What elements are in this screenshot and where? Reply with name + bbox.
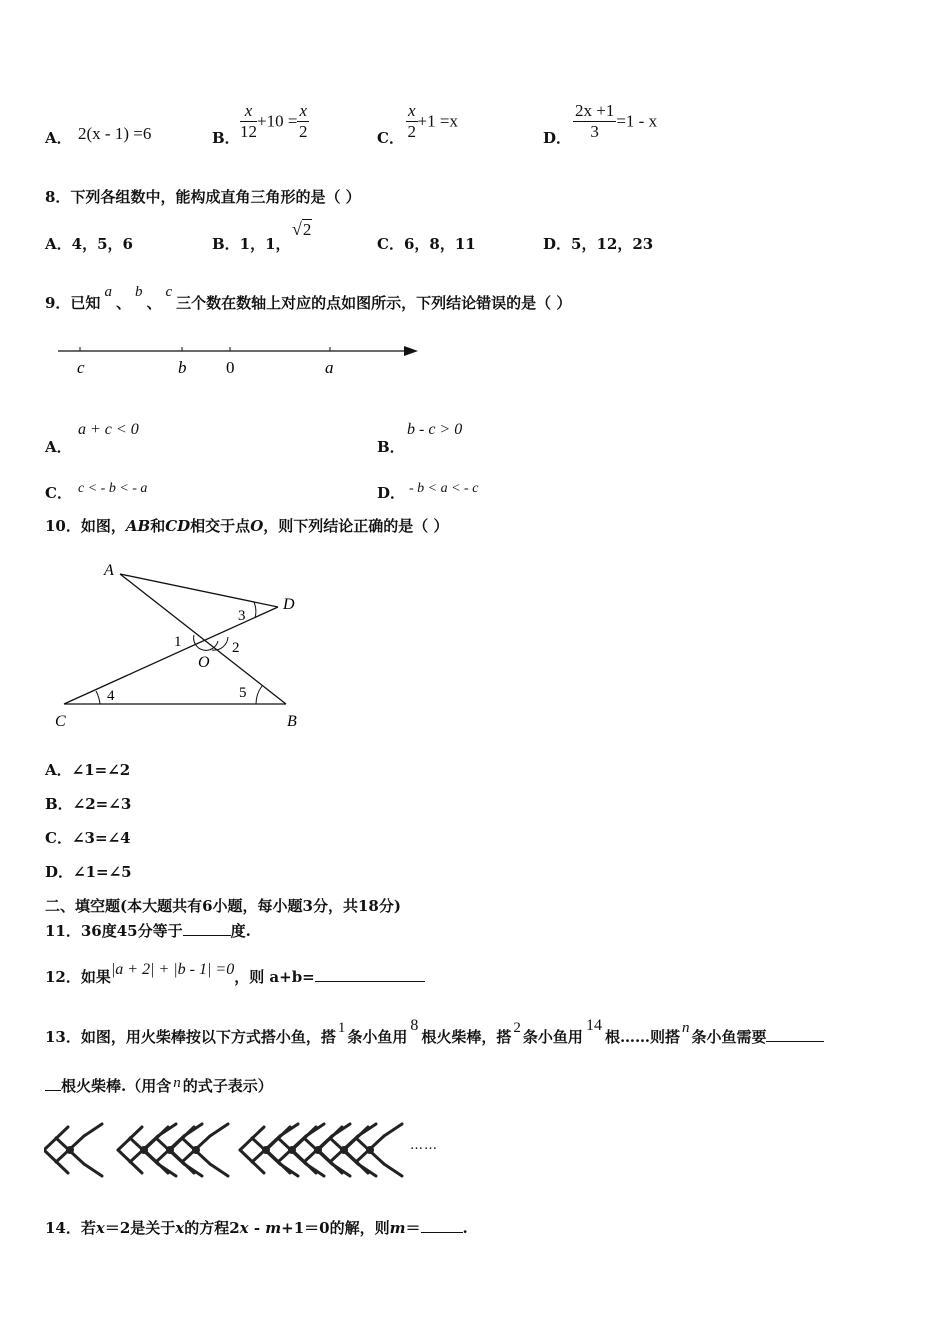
q7-option-b-expr: $\frac{x}{12}$ +10 = $\frac{x}{2}$ (240, 101, 308, 141)
axis-label-c: c (77, 358, 85, 377)
angle-4-arc (96, 691, 100, 704)
q11-answer-blank (183, 935, 231, 936)
q8-option-b: B．1，1， (212, 235, 291, 253)
q14-answer-blank (421, 1232, 463, 1233)
label-point-d: D (283, 596, 295, 613)
q13-answer-blank (766, 1041, 824, 1042)
q10-option-c: C．∠3=∠4 (45, 829, 131, 847)
label-angle-5: 5 (239, 685, 247, 701)
fish-group-2 (118, 1124, 228, 1176)
fish-group-3 (240, 1124, 402, 1176)
q9-option-a-expr: a + c < 0 (78, 421, 139, 438)
q8-stem: 8．下列各组数中，能构成直角三角形的是（ ） (45, 188, 361, 206)
q11: 11．36度45分等于 度. (45, 922, 251, 940)
axis-label-b: b (178, 358, 187, 377)
q9-option-d-label: D． (377, 484, 406, 502)
q8-option-d: D．5，12，23 (543, 235, 654, 253)
label-angle-3: 3 (238, 608, 246, 624)
q7-option-b-label: B． (212, 129, 240, 147)
angle-3-arc (254, 602, 256, 618)
q10-option-a: A．∠1=∠2 (45, 761, 131, 779)
axis-label-a: a (325, 358, 334, 377)
matchstick-fish-figure (44, 1112, 464, 1188)
q13-line2: 根火柴棒.（用含 n 的式子表示） (45, 1075, 273, 1096)
label-angle-4: 4 (107, 688, 115, 704)
q7-option-d-label: D． (543, 129, 572, 147)
segment-ab (120, 574, 286, 704)
q9-option-b-expr: b - c > 0 (407, 421, 463, 438)
q10-option-b: B．∠2=∠3 (45, 795, 132, 813)
label-angle-2: 2 (232, 640, 240, 656)
fish-group-1 (44, 1124, 102, 1176)
axis-label-zero: 0 (226, 358, 235, 377)
q12-answer-blank (315, 981, 425, 982)
q8-option-c: C．6，8，11 (377, 235, 476, 253)
label-point-o: O (198, 654, 210, 671)
q10-stem: 10．如图，AB和CD相交于点O，则下列结论正确的是（ ） (45, 517, 449, 535)
angle-5-arc (256, 686, 262, 704)
label-point-a: A (104, 562, 114, 579)
q13-line1: 13．如图，用火柴棒按以下方式搭小鱼，搭 1 条小鱼用8根火柴棒，搭 2 条小鱼用14根……则搭 n 条小鱼需要 (45, 1026, 824, 1047)
q9-option-a-label: A． (45, 438, 72, 456)
q14: 14．若x＝2是关于x的方程2x - m+1＝0的解，则m＝ . (45, 1219, 468, 1237)
q10-option-d: D．∠1=∠5 (45, 863, 132, 881)
section-2-heading: 二、填空题(本大题共有6小题，每小题3分，共18分) (45, 897, 401, 915)
q7-option-d-expr: $\frac{2x +1}{3}$ =1 - x (575, 101, 658, 141)
q7-option-a-expr: 2(x - 1) =6 (78, 124, 152, 143)
q9-stem: 9．已知a、b、c三个数在数轴上对应的点如图所示，下列结论错误的是（ ） (45, 284, 572, 312)
q12-expr: |a + 2| + |b - 1| =0 (110, 961, 235, 978)
label-point-c: C (55, 713, 66, 730)
q8-option-a: A．4，5，6 (45, 235, 133, 253)
q7-option-a-label: A． (45, 129, 72, 147)
q9-option-c-label: C． (45, 484, 72, 502)
q7-option-c-label: C． (377, 129, 404, 147)
fish-continuation-dots: …… (410, 1138, 438, 1153)
number-line-figure (50, 338, 430, 383)
q9-option-b-label: B． (377, 438, 405, 456)
label-point-b: B (287, 713, 297, 730)
q12: 12．如果|a + 2| + |b - 1| =0，则 a+b= (45, 966, 425, 987)
q8-sqrt-two: √2 (292, 219, 312, 239)
intersecting-lines-figure (50, 555, 320, 735)
label-angle-1: 1 (174, 634, 182, 650)
q9-option-d-expr: - b < a < - c (409, 481, 479, 496)
q7-option-c-expr: $\frac{x}{2}$ +1 =x (407, 101, 458, 141)
q9-option-c-expr: c < - b < - a (78, 481, 148, 496)
